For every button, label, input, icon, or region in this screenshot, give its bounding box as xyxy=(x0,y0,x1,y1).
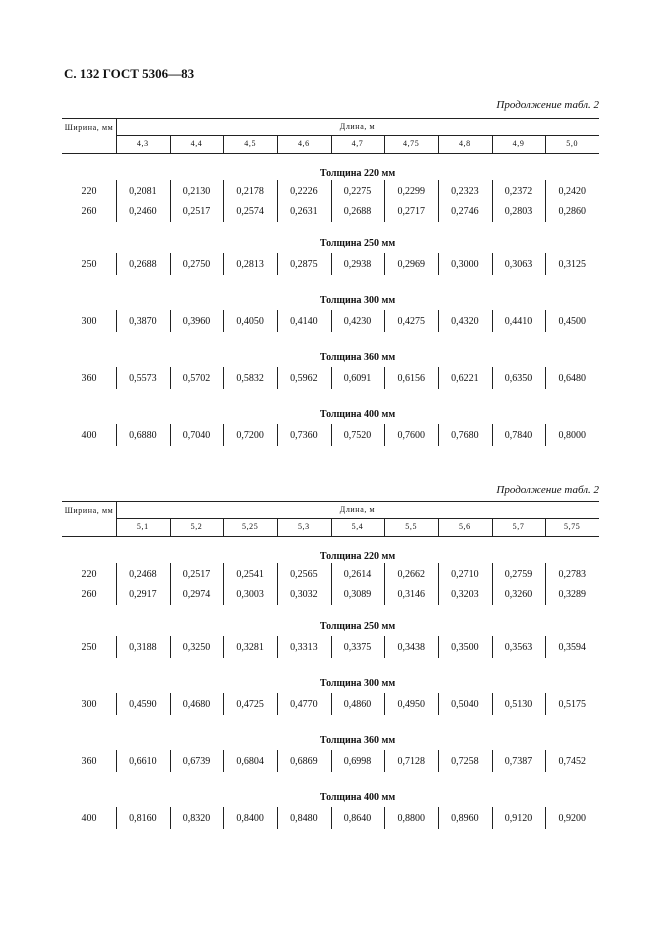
table-cell: 0,9120 xyxy=(504,813,533,824)
thickness-section-title: Толщина 220 мм xyxy=(319,551,396,562)
thickness-section-title: Толщина 400 мм xyxy=(319,409,396,420)
cell-divider xyxy=(277,807,278,829)
cell-divider xyxy=(492,807,493,829)
cell-divider xyxy=(331,180,332,202)
table-cell: 0,2917 xyxy=(129,589,157,600)
table-cell: 0,3125 xyxy=(558,259,586,270)
table-cell: 0,3960 xyxy=(182,316,211,327)
cell-divider xyxy=(545,310,546,332)
table-cell: 0,2275 xyxy=(343,186,372,197)
table-cell: 0,8000 xyxy=(558,430,586,441)
cell-divider xyxy=(170,253,171,275)
cell-divider xyxy=(492,310,493,332)
row-width-value: 360 xyxy=(81,756,97,767)
table-cell: 0,6880 xyxy=(129,430,157,441)
table-cell: 0,2130 xyxy=(182,186,211,197)
cell-divider xyxy=(116,750,117,772)
table-cell: 0,3146 xyxy=(397,589,425,600)
cell-divider xyxy=(277,583,278,605)
cell-divider xyxy=(438,180,439,202)
cell-divider xyxy=(545,750,546,772)
column-divider xyxy=(438,518,439,536)
row-cells xyxy=(116,205,599,219)
table-cell: 0,4320 xyxy=(451,316,479,327)
cell-divider xyxy=(170,693,171,715)
cell-divider xyxy=(545,693,546,715)
column-divider xyxy=(438,135,439,153)
length-column-header: 4,8 xyxy=(458,139,471,148)
table-cell: 0,2226 xyxy=(290,186,318,197)
table-cell: 0,2783 xyxy=(558,569,586,580)
cell-divider xyxy=(438,750,439,772)
row-width-value: 300 xyxy=(81,699,97,710)
length-column-header: 4,4 xyxy=(190,139,203,148)
cell-divider xyxy=(545,200,546,222)
cell-divider xyxy=(223,310,224,332)
table-cell: 0,5175 xyxy=(558,699,586,710)
cell-divider xyxy=(492,563,493,585)
table-cell: 0,4680 xyxy=(182,699,211,710)
cell-divider xyxy=(492,583,493,605)
column-divider xyxy=(384,518,385,536)
thickness-section-title: Толщина 360 мм xyxy=(319,735,396,746)
length-column-header: 5,1 xyxy=(136,522,149,531)
cell-divider xyxy=(331,807,332,829)
table-cell: 0,2178 xyxy=(236,186,264,197)
table-cell: 0,7128 xyxy=(397,756,425,767)
cell-divider xyxy=(331,583,332,605)
length-column-header: 4,75 xyxy=(402,139,420,148)
cell-divider xyxy=(116,424,117,446)
cell-divider xyxy=(384,693,385,715)
column-divider xyxy=(223,135,224,153)
thickness-section-title: Толщина 250 мм xyxy=(319,621,396,632)
table-cell: 0,2746 xyxy=(451,206,479,217)
table-cell: 0,8320 xyxy=(182,813,211,824)
cell-divider xyxy=(223,583,224,605)
cell-divider xyxy=(331,424,332,446)
table-cell: 0,3281 xyxy=(236,642,264,653)
row-width-value: 300 xyxy=(81,316,97,327)
cell-divider xyxy=(116,807,117,829)
length-column-header: 5,7 xyxy=(512,522,525,531)
table-cell: 0,3289 xyxy=(558,589,586,600)
table-cell: 0,3203 xyxy=(451,589,479,600)
table-cell: 0,7360 xyxy=(290,430,318,441)
table-cell: 0,6739 xyxy=(182,756,211,767)
row-cells xyxy=(116,588,599,602)
table-cell: 0,2875 xyxy=(290,259,318,270)
cell-divider xyxy=(223,563,224,585)
table-cell: 0,4590 xyxy=(129,699,157,710)
table-cell: 0,7200 xyxy=(236,430,264,441)
column-divider xyxy=(331,518,332,536)
width-column-header: Ширина, мм xyxy=(64,506,114,515)
table-cell: 0,6350 xyxy=(504,373,533,384)
cell-divider xyxy=(492,200,493,222)
column-divider xyxy=(384,135,385,153)
length-columns-row xyxy=(116,135,599,153)
row-cells xyxy=(116,568,599,582)
row-cells xyxy=(116,258,599,272)
table-cell: 0,2614 xyxy=(343,569,372,580)
table-cell: 0,2688 xyxy=(343,206,372,217)
cell-divider xyxy=(170,424,171,446)
row-width-value: 400 xyxy=(81,430,97,441)
column-divider xyxy=(223,518,224,536)
table-cell: 0,8640 xyxy=(343,813,372,824)
length-column-header: 4,7 xyxy=(351,139,364,148)
table-cell: 0,3563 xyxy=(504,642,533,653)
cell-divider xyxy=(492,367,493,389)
cell-divider xyxy=(277,750,278,772)
column-divider xyxy=(545,135,546,153)
table-cell: 0,6221 xyxy=(451,373,479,384)
cell-divider xyxy=(170,807,171,829)
table-cell: 0,3089 xyxy=(343,589,372,600)
row-width-value: 220 xyxy=(81,569,97,580)
cell-divider xyxy=(545,563,546,585)
table-cell: 0,6480 xyxy=(558,373,586,384)
column-divider xyxy=(277,135,278,153)
cell-divider xyxy=(170,180,171,202)
cell-divider xyxy=(384,310,385,332)
table-cell: 0,4230 xyxy=(343,316,372,327)
table-cell: 0,3003 xyxy=(236,589,264,600)
cell-divider xyxy=(170,200,171,222)
cell-divider xyxy=(492,693,493,715)
thickness-section-title: Толщина 400 мм xyxy=(319,792,396,803)
header-divider xyxy=(62,153,599,154)
table-cell: 0,4725 xyxy=(236,699,264,710)
table-cell: 0,3313 xyxy=(290,642,318,653)
length-column-header: 4,3 xyxy=(136,139,149,148)
cell-divider xyxy=(492,180,493,202)
cell-divider xyxy=(331,750,332,772)
thickness-section-title: Толщина 360 мм xyxy=(319,352,396,363)
column-divider xyxy=(170,518,171,536)
table-cell: 0,2759 xyxy=(504,569,533,580)
table-cell: 0,9200 xyxy=(558,813,586,824)
thickness-section-title: Толщина 250 мм xyxy=(319,238,396,249)
row-cells xyxy=(116,641,599,655)
table-cell: 0,6804 xyxy=(236,756,264,767)
cell-divider xyxy=(545,253,546,275)
cell-divider xyxy=(331,253,332,275)
thickness-section-title: Толщина 300 мм xyxy=(319,295,396,306)
cell-divider xyxy=(277,310,278,332)
table-cell: 0,7680 xyxy=(451,430,479,441)
length-columns-row xyxy=(116,518,599,536)
column-divider xyxy=(331,135,332,153)
cell-divider xyxy=(331,693,332,715)
cell-divider xyxy=(170,636,171,658)
table-cell: 0,4275 xyxy=(397,316,425,327)
table-cell: 0,4770 xyxy=(290,699,318,710)
cell-divider xyxy=(384,200,385,222)
cell-divider xyxy=(223,693,224,715)
table-cell: 0,4950 xyxy=(397,699,425,710)
table-cell: 0,7387 xyxy=(504,756,533,767)
cell-divider xyxy=(545,636,546,658)
cell-divider xyxy=(438,367,439,389)
length-column-header: 5,5 xyxy=(405,522,418,531)
cell-divider xyxy=(545,367,546,389)
table-cell: 0,6156 xyxy=(397,373,425,384)
table-cell: 0,2717 xyxy=(397,206,425,217)
table-cell: 0,2420 xyxy=(558,186,586,197)
table-cell: 0,3438 xyxy=(397,642,425,653)
cell-divider xyxy=(492,750,493,772)
cell-divider xyxy=(277,563,278,585)
row-cells xyxy=(116,755,599,769)
cell-divider xyxy=(170,563,171,585)
cell-divider xyxy=(116,583,117,605)
cell-divider xyxy=(384,253,385,275)
cell-divider xyxy=(331,310,332,332)
table-cell: 0,8400 xyxy=(236,813,264,824)
table-cell: 0,4050 xyxy=(236,316,264,327)
table-cell: 0,2688 xyxy=(129,259,157,270)
table-cell: 0,2468 xyxy=(129,569,157,580)
table-cell: 0,8160 xyxy=(129,813,157,824)
table-cell: 0,2299 xyxy=(397,186,425,197)
length-column-header: 5,75 xyxy=(564,522,581,531)
cell-divider xyxy=(492,636,493,658)
cell-divider xyxy=(384,563,385,585)
table-cell: 0,8960 xyxy=(451,813,479,824)
cell-divider xyxy=(116,310,117,332)
cell-divider xyxy=(223,367,224,389)
row-width-value: 220 xyxy=(81,186,97,197)
table-cell: 0,2974 xyxy=(182,589,211,600)
length-column-header: 4,5 xyxy=(244,139,257,148)
table-cell: 0,8800 xyxy=(397,813,425,824)
table-cell: 0,3063 xyxy=(504,259,533,270)
cell-divider xyxy=(223,253,224,275)
table-cell: 0,6610 xyxy=(129,756,157,767)
table-cell: 0,2631 xyxy=(290,206,318,217)
table-cell: 0,2081 xyxy=(129,186,157,197)
table-cell: 0,3375 xyxy=(343,642,372,653)
table-cell: 0,5130 xyxy=(504,699,533,710)
table-cell: 0,3032 xyxy=(290,589,318,600)
cell-divider xyxy=(492,424,493,446)
cell-divider xyxy=(331,200,332,222)
row-cells xyxy=(116,429,599,443)
column-divider xyxy=(492,518,493,536)
cell-divider xyxy=(384,636,385,658)
cell-divider xyxy=(223,750,224,772)
data-table xyxy=(62,118,599,460)
table-cell: 0,2662 xyxy=(397,569,425,580)
table-cell: 0,4860 xyxy=(343,699,372,710)
cell-divider xyxy=(116,367,117,389)
width-column-header: Ширина, мм xyxy=(64,123,114,132)
table-cell: 0,2517 xyxy=(182,569,211,580)
cell-divider xyxy=(384,180,385,202)
column-divider xyxy=(492,135,493,153)
cell-divider xyxy=(223,200,224,222)
cell-divider xyxy=(116,636,117,658)
table-cell: 0,5573 xyxy=(129,373,157,384)
length-group-header: Длина, м xyxy=(116,119,599,136)
cell-divider xyxy=(116,253,117,275)
table-cell: 0,2803 xyxy=(504,206,533,217)
cell-divider xyxy=(116,180,117,202)
row-cells xyxy=(116,698,599,712)
table-cell: 0,3594 xyxy=(558,642,586,653)
row-cells xyxy=(116,315,599,329)
length-column-header: 5,4 xyxy=(351,522,364,531)
cell-divider xyxy=(277,180,278,202)
table-cell: 0,2460 xyxy=(129,206,157,217)
cell-divider xyxy=(492,253,493,275)
table-cell: 0,4500 xyxy=(558,316,586,327)
table-cell: 0,5040 xyxy=(451,699,479,710)
table-cell: 0,2323 xyxy=(451,186,479,197)
length-column-header: 5,25 xyxy=(241,522,259,531)
row-cells xyxy=(116,812,599,826)
table-cell: 0,6091 xyxy=(343,373,372,384)
table-cell: 0,2372 xyxy=(504,186,533,197)
cell-divider xyxy=(438,563,439,585)
table-cell: 0,6998 xyxy=(343,756,372,767)
cell-divider xyxy=(277,693,278,715)
table-cell: 0,2813 xyxy=(236,259,264,270)
cell-divider xyxy=(116,693,117,715)
thickness-section-title: Толщина 220 мм xyxy=(319,168,396,179)
length-column-header: 5,6 xyxy=(458,522,471,531)
table-cell: 0,4410 xyxy=(504,316,533,327)
cell-divider xyxy=(384,424,385,446)
table-cell: 0,2710 xyxy=(451,569,479,580)
table-cell: 0,2517 xyxy=(182,206,211,217)
table-cell: 0,3870 xyxy=(129,316,157,327)
cell-divider xyxy=(170,310,171,332)
cell-divider xyxy=(331,563,332,585)
cell-divider xyxy=(277,253,278,275)
cell-divider xyxy=(116,563,117,585)
cell-divider xyxy=(170,750,171,772)
length-column-header: 4,6 xyxy=(297,139,310,148)
cell-divider xyxy=(223,636,224,658)
cell-divider xyxy=(438,583,439,605)
table-cell: 0,6869 xyxy=(290,756,318,767)
row-width-value: 400 xyxy=(81,813,97,824)
row-width-value: 250 xyxy=(81,642,97,653)
cell-divider xyxy=(277,200,278,222)
table-cell: 0,4140 xyxy=(290,316,318,327)
length-column-header: 5,3 xyxy=(297,522,310,531)
row-width-value: 250 xyxy=(81,259,97,270)
table-cell: 0,7452 xyxy=(558,756,586,767)
cell-divider xyxy=(384,807,385,829)
table-cell: 0,7600 xyxy=(397,430,425,441)
column-divider xyxy=(545,518,546,536)
table-cell: 0,3000 xyxy=(451,259,479,270)
table-cell: 0,3250 xyxy=(182,642,211,653)
cell-divider xyxy=(331,636,332,658)
thickness-section-title: Толщина 300 мм xyxy=(319,678,396,689)
cell-divider xyxy=(384,583,385,605)
cell-divider xyxy=(223,180,224,202)
header-divider xyxy=(62,536,599,537)
table-cell: 0,5962 xyxy=(290,373,318,384)
length-column-header: 5,2 xyxy=(190,522,203,531)
table-cell: 0,2565 xyxy=(290,569,318,580)
cell-divider xyxy=(438,693,439,715)
row-width-value: 260 xyxy=(81,589,97,600)
cell-divider xyxy=(438,310,439,332)
cell-divider xyxy=(331,367,332,389)
table-cell: 0,3500 xyxy=(451,642,479,653)
table-continuation-label: Продолжение табл. 2 xyxy=(496,484,599,496)
page-header: С. 132 ГОСТ 5306—83 xyxy=(64,66,195,81)
table-cell: 0,2969 xyxy=(397,259,425,270)
cell-divider xyxy=(545,180,546,202)
table-cell: 0,8480 xyxy=(290,813,318,824)
table-cell: 0,2750 xyxy=(182,259,211,270)
cell-divider xyxy=(545,583,546,605)
cell-divider xyxy=(223,424,224,446)
column-divider xyxy=(170,135,171,153)
cell-divider xyxy=(438,200,439,222)
table-cell: 0,5702 xyxy=(182,373,211,384)
table-cell: 0,7040 xyxy=(182,430,211,441)
data-table xyxy=(62,501,599,843)
cell-divider xyxy=(438,636,439,658)
table-cell: 0,2541 xyxy=(236,569,264,580)
table-continuation-label: Продолжение табл. 2 xyxy=(496,99,599,111)
row-width-value: 360 xyxy=(81,373,97,384)
cell-divider xyxy=(438,807,439,829)
length-column-header: 4,9 xyxy=(512,139,525,148)
cell-divider xyxy=(545,424,546,446)
table-cell: 0,7840 xyxy=(504,430,533,441)
cell-divider xyxy=(277,636,278,658)
cell-divider xyxy=(170,583,171,605)
cell-divider xyxy=(384,750,385,772)
cell-divider xyxy=(384,367,385,389)
table-cell: 0,5832 xyxy=(236,373,264,384)
table-cell: 0,3260 xyxy=(504,589,533,600)
cell-divider xyxy=(223,807,224,829)
table-cell: 0,3188 xyxy=(129,642,157,653)
row-cells xyxy=(116,372,599,386)
table-cell: 0,7258 xyxy=(451,756,479,767)
length-group-header: Длина, м xyxy=(116,502,599,519)
table-cell: 0,2574 xyxy=(236,206,264,217)
cell-divider xyxy=(277,424,278,446)
length-column-header: 5,0 xyxy=(566,139,579,148)
cell-divider xyxy=(438,424,439,446)
row-cells xyxy=(116,185,599,199)
table-cell: 0,7520 xyxy=(343,430,372,441)
table-cell: 0,2938 xyxy=(343,259,372,270)
row-width-value: 260 xyxy=(81,206,97,217)
column-divider xyxy=(277,518,278,536)
cell-divider xyxy=(170,367,171,389)
table-cell: 0,2860 xyxy=(558,206,586,217)
cell-divider xyxy=(545,807,546,829)
cell-divider xyxy=(438,253,439,275)
cell-divider xyxy=(116,200,117,222)
cell-divider xyxy=(277,367,278,389)
